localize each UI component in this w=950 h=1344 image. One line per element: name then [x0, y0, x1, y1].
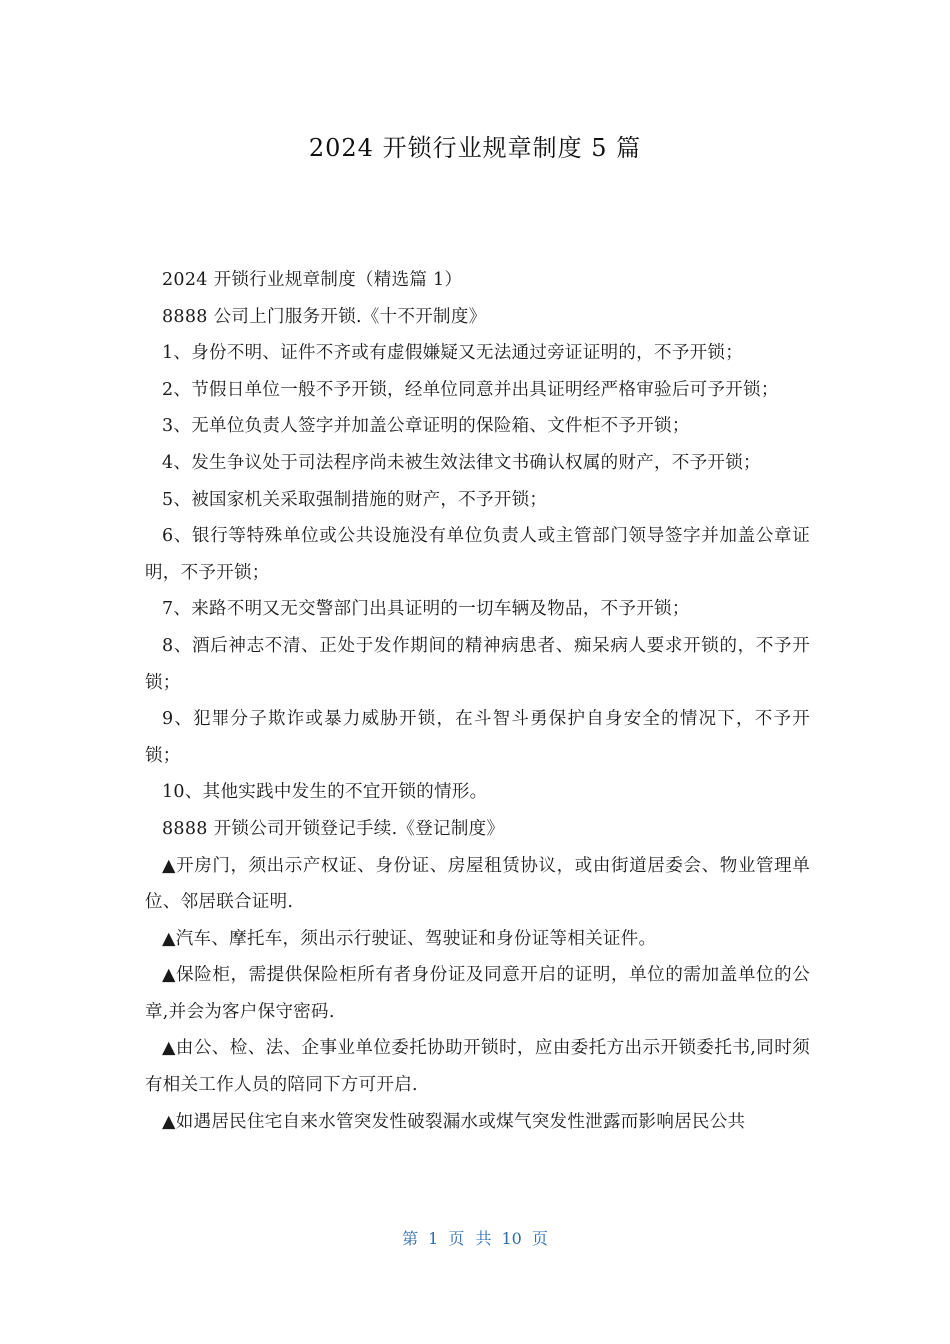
document-body — [145, 262, 810, 1140]
paragraph: 7、来路不明又无交警部门出具证明的一切车辆及物品，不予开锁； — [162, 599, 690, 620]
paragraph: 2、节假日单位一般不予开锁，经单位同意并出具证明经严格审验后可予开锁； — [162, 379, 779, 400]
paragraph: 5、被国家机关采取强制措施的财产，不予开锁； — [162, 489, 548, 510]
footer-page-prefix: 第 — [402, 1229, 419, 1248]
paragraph: 8、酒后神志不清、正处于发作期间的精神病患者、痴呆病人要求开锁的，不予开锁； — [145, 635, 810, 693]
paragraph: ▲如遇居民住宅自来水管突发性破裂漏水或煤气突发性泄露而影响居民公共 — [162, 1111, 746, 1132]
footer-total-pages: 10 — [501, 1229, 522, 1248]
paragraph: 6、银行等特殊单位或公共设施没有单位负责人或主管部门领导签字并加盖公章证明，不予开锁； — [145, 526, 810, 583]
paragraph: 3、无单位负责人签字并加盖公章证明的保险箱、文件柜不予开锁； — [162, 416, 690, 437]
paragraph: ▲开房门，须出示产权证、身份证、房屋租赁协议，或由街道居委会、物业管理单位、邻居联合证明. — [145, 855, 810, 913]
footer-page-mid: 页 共 — [448, 1229, 492, 1248]
document-title: 2024 开锁行业规章制度 5 篇 — [308, 134, 642, 162]
paragraph: 8888 开锁公司开锁登记手续.《登记制度》 — [162, 818, 505, 839]
page-footer — [0, 1226, 950, 1249]
paragraph: ▲汽车、摩托车，须出示行驶证、驾驶证和身份证等相关证件。 — [162, 928, 657, 949]
paragraph: 2024 开锁行业规章制度（精选篇 1） — [162, 270, 463, 290]
paragraph: 8888 公司上门服务开锁.《十不开制度》 — [162, 306, 487, 327]
paragraph: ▲由公、检、法、企事业单位委托协助开锁时，应由委托方出示开锁委托书,同时须有相关工作人员的陪同下方可开启. — [145, 1038, 810, 1096]
footer-page-number: 1 — [428, 1229, 439, 1248]
footer-page-suffix: 页 — [531, 1229, 548, 1248]
paragraph: ▲保险柜，需提供保险柜所有者身份证及同意开启的证明，单位的需加盖单位的公章,并会为客户保守密码. — [145, 965, 810, 1022]
paragraph: 9、犯罪分子欺诈或暴力威胁开锁，在斗智斗勇保护自身安全的情况下，不予开锁； — [145, 709, 810, 766]
paragraph: 1、身份不明、证件不齐或有虚假嫌疑又无法通过旁证证明的，不予开锁； — [162, 343, 744, 364]
paragraph: 10、其他实践中发生的不宜开锁的情形。 — [162, 782, 488, 803]
paragraph: 4、发生争议处于司法程序尚未被生效法律文书确认权属的财产，不予开锁； — [162, 452, 761, 473]
